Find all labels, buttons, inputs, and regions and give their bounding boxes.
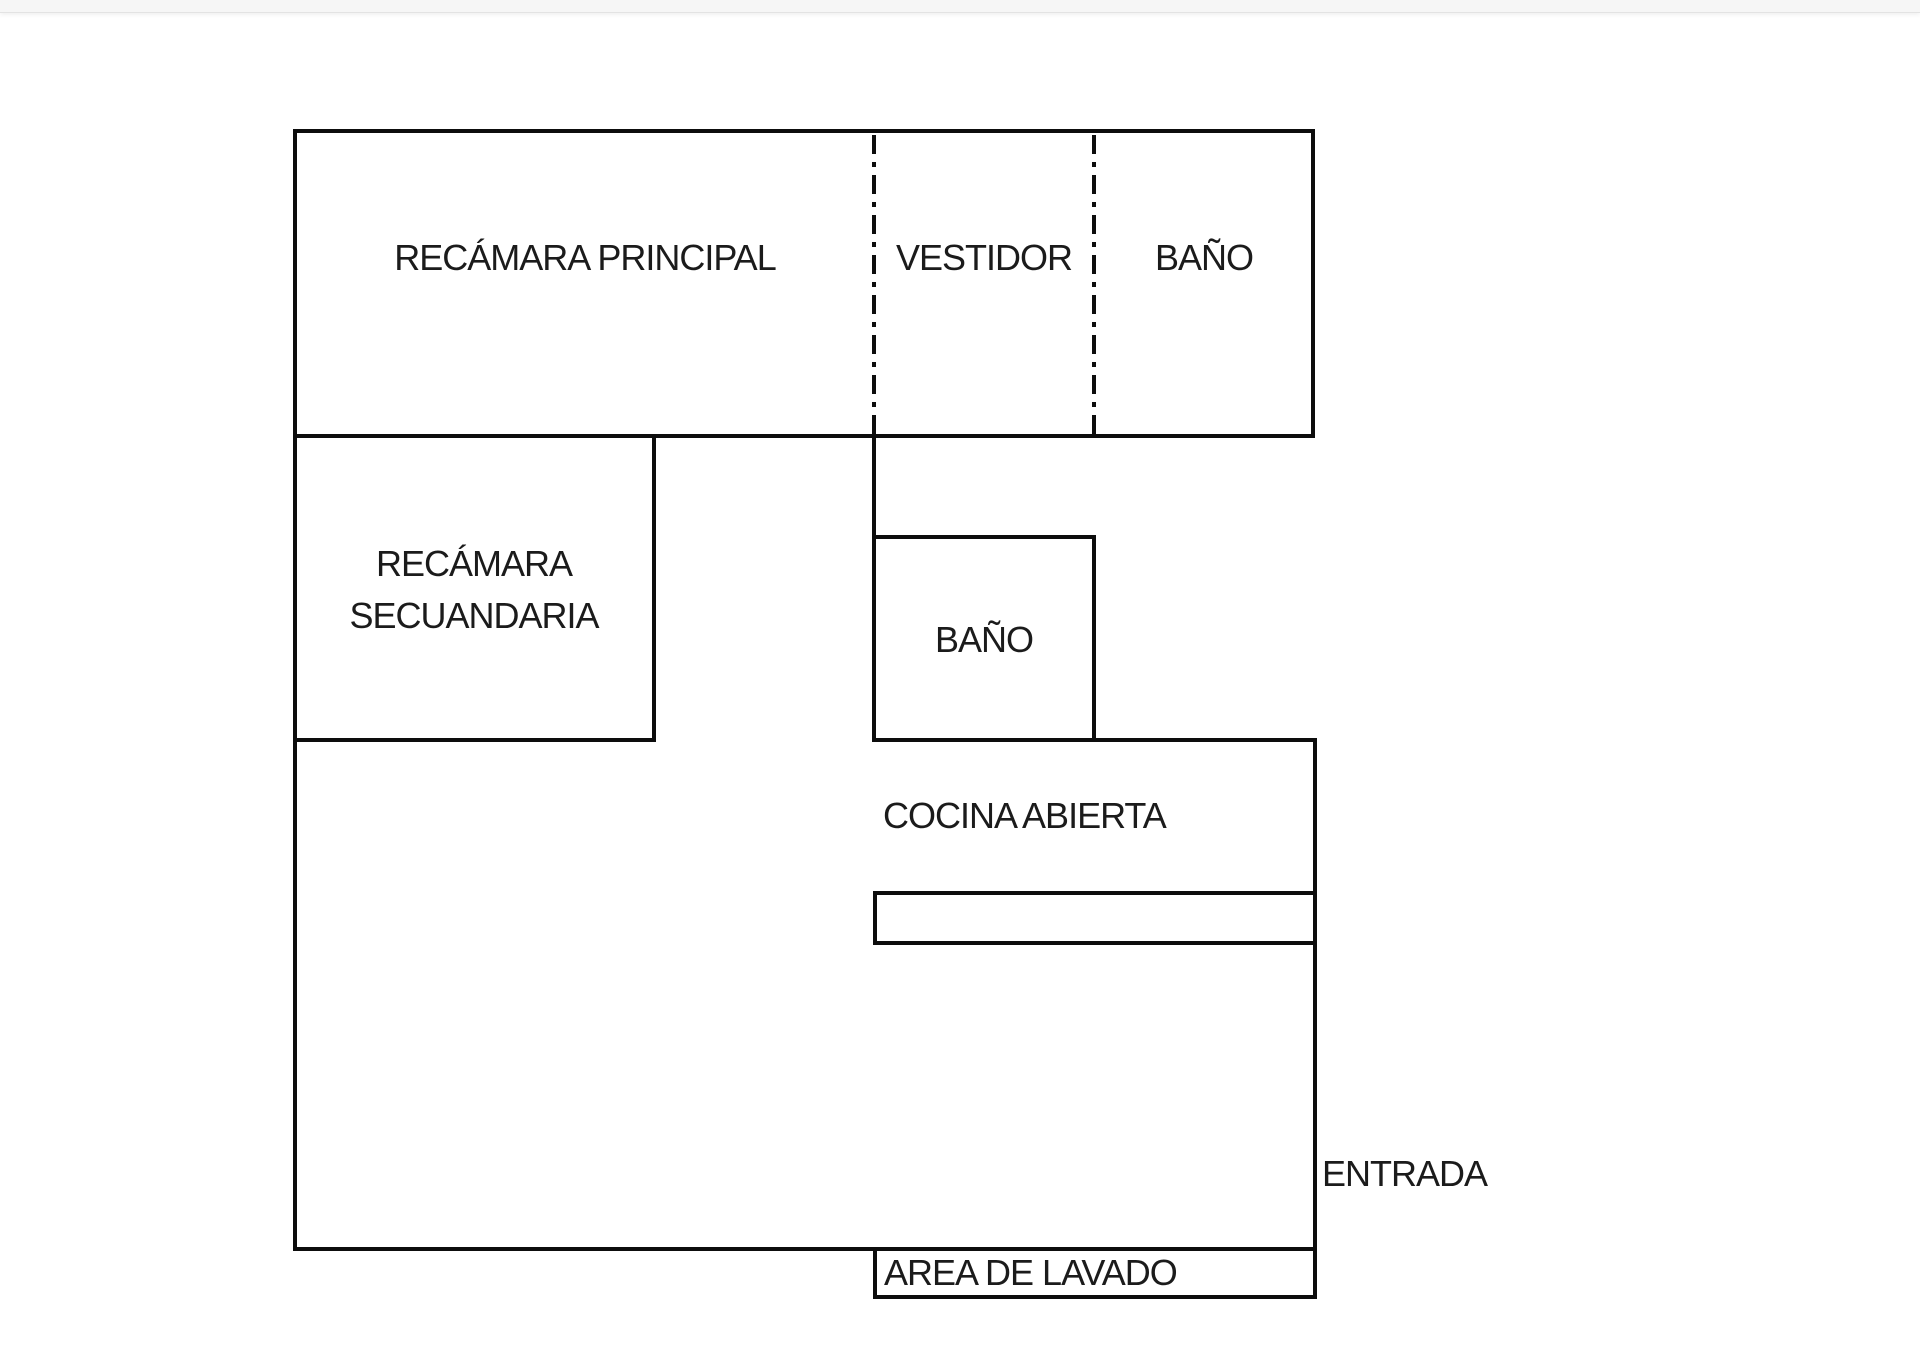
room-label-entrada: ENTRADA [1322,1153,1488,1195]
room-label-recamara-secundaria: RECÁMARA SECUANDARIA [349,543,599,636]
room-label-cocina-abierta: COCINA ABIERTA [883,795,1166,837]
kitchen-counter [875,893,1315,943]
room-label-bano-secundario: BAÑO [934,619,1034,661]
room-label-vestidor: VESTIDOR [895,237,1073,279]
room-label-area-de-lavado: AREA DE LAVADO [884,1252,1177,1294]
room-label-recamara-principal: RECÁMARA PRINCIPAL [394,237,776,279]
room-label-bano-principal: BAÑO [1154,237,1254,279]
